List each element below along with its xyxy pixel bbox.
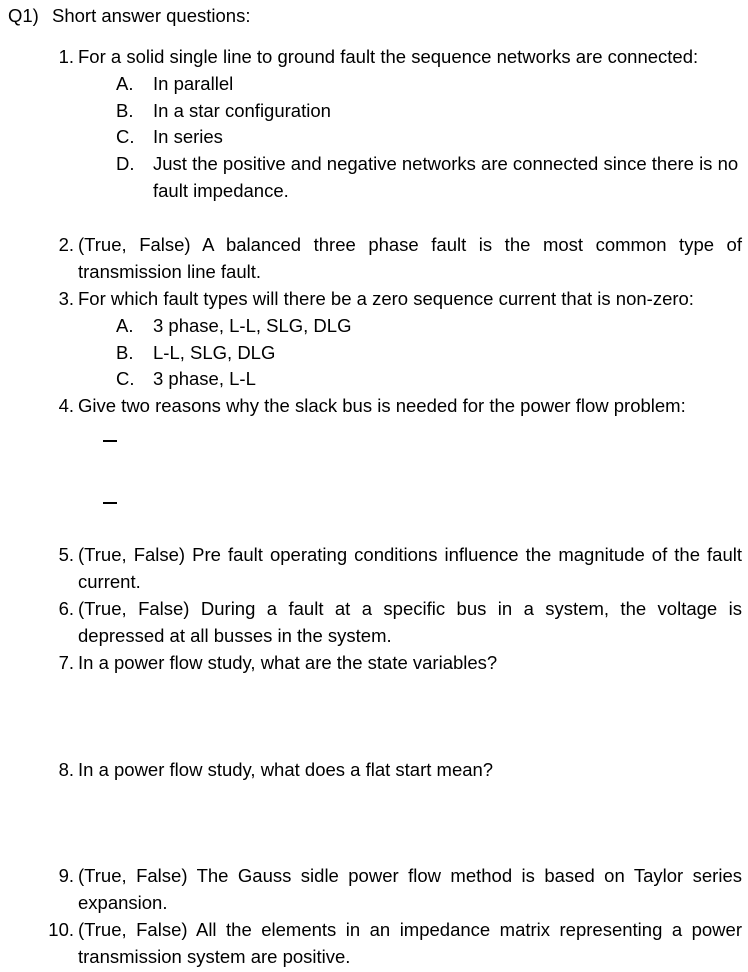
question-number: 10. — [48, 919, 74, 940]
option-text: In series — [153, 126, 223, 148]
question-text: (True, False) The Gauss sidle power flow method is based on Taylor series expansion. — [78, 865, 742, 913]
question-number: 9. — [58, 865, 74, 886]
question-number: 4. — [58, 395, 74, 416]
question-text: Give two reasons why the slack bus is needed for the power flow problem: — [78, 395, 686, 416]
answer-blank-dash — [103, 502, 117, 504]
option-item — [116, 151, 742, 205]
question-number: 7. — [58, 652, 74, 673]
option-item — [116, 313, 742, 340]
option-item — [116, 340, 742, 367]
question-text: For which fault types will there be a zero sequence current that is non-zero: — [78, 288, 694, 309]
option-letter: B. — [116, 341, 134, 363]
question-number: 5. — [58, 544, 74, 565]
section-title: Short answer questions: — [52, 5, 251, 26]
option-text: 3 phase, L-L — [153, 368, 256, 390]
question-number: 1. — [58, 46, 74, 67]
question-number: 6. — [58, 598, 74, 619]
option-text: 3 phase, L-L, SLG, DLG — [153, 314, 352, 336]
option-item — [116, 366, 742, 393]
question-number: 8. — [58, 759, 74, 780]
answer-blank-dash — [103, 440, 117, 442]
option-item — [116, 124, 742, 151]
question-text: (True, False) During a fault at a specific bus in a system, the voltage is depressed at all busses in the system. — [78, 598, 742, 646]
option-text: In a star configuration — [153, 99, 331, 121]
section-heading — [8, 3, 250, 30]
option-letter: B. — [116, 99, 134, 121]
option-item — [116, 98, 742, 125]
question-text: (True, False) All the elements in an impedance matrix representing a power transmission system are positive. — [78, 919, 742, 967]
question-7 — [40, 650, 742, 677]
option-item — [116, 71, 742, 98]
question-text: In a power flow study, what are the state variables? — [78, 652, 498, 673]
option-list — [116, 313, 742, 393]
question-1 — [40, 44, 742, 205]
question-6 — [40, 596, 742, 650]
question-3 — [40, 286, 742, 393]
option-list — [116, 71, 742, 205]
question-10 — [40, 917, 742, 971]
question-number: 3. — [58, 288, 74, 309]
option-letter: C. — [116, 126, 135, 148]
option-letter: A. — [116, 72, 134, 94]
question-8 — [40, 757, 742, 784]
question-text: In a power flow study, what does a flat start mean? — [78, 759, 494, 780]
option-letter: A. — [116, 314, 134, 336]
question-5 — [40, 542, 742, 596]
question-text: (True, False) A balanced three phase fault is the most common type of transmission line fault. — [78, 234, 742, 282]
question-text: For a solid single line to ground fault the sequence networks are connected: — [78, 46, 699, 67]
section-number: Q1) — [8, 5, 39, 26]
question-number: 2. — [58, 234, 74, 255]
option-letter: D. — [116, 153, 135, 175]
question-text: (True, False) Pre fault operating conditions influence the magnitude of the fault current. — [78, 544, 742, 592]
question-4 — [40, 393, 742, 420]
question-9 — [40, 863, 742, 917]
option-text: In parallel — [153, 72, 234, 94]
option-text: L-L, SLG, DLG — [153, 341, 276, 363]
option-text: Just the positive and negative networks are connected since there is no fault impedance. — [153, 153, 739, 201]
option-letter: C. — [116, 368, 135, 390]
question-2 — [40, 232, 742, 286]
